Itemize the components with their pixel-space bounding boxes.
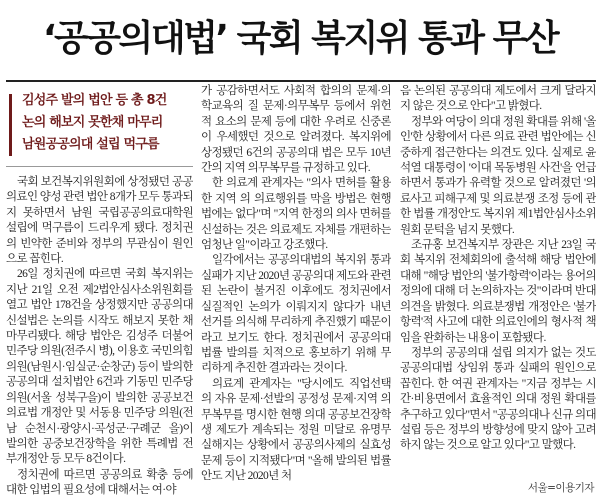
subheadline-deck	[6, 84, 193, 166]
article-paragraph: 26일 정치권에 따르면 국회 복지위는 지난 21일 오전 제2법안심사소위원회를 열고 법안 178건을 상정했지만 공공의대 신설법은 논의를 시작도 해보지 못한 채 마무리됐다. 해당 법안은 김성주 더불어민주당 의원(전주시 병), 이용호 국민의힘 의원(남원시·임실군·순창군) 등이 발의한 공공의대 설치법안 6건과 기동민 민주당 의원(서울 성북구을)이 발의한 공공보건의료법 개정안 및 서동용 민주당 의원(전남 순천시·광양시·곡성군·구례군 을)이 발의한 공중보건장학을 위한 특례법 전부개정안 등 모두 8건이다.	[6, 268, 193, 466]
headline-rule	[6, 80, 596, 82]
article-paragraph: 음 논의된 공공의대 제도에서 크게 달라지지 않은 것으로 안다"고 밝혔다.	[400, 85, 596, 113]
byline: 서울=이용기자	[522, 480, 594, 495]
column-3	[400, 84, 596, 499]
column-2	[201, 84, 391, 499]
article-paragraph: 정부와 여당이 의대 정원 확대를 위해 '올인'한 상황에서 다른 의료 관련 법안에는 신중하게 접근한다는 의견도 있다. 실제로 윤석열 대통령이 '이대 목동병원 사건'을 언급하면서 통과가 유력할 것으로 알려졌던 '의료사고 피해구제 및 의료분쟁 조정 등에 관한 법률 개정안'도 복지위 제1법안심사소위원회 문턱을 넘지 못했다.	[400, 115, 596, 236]
deck-line: 논의 해보지 못한채 마무리	[22, 115, 163, 130]
article-paragraph: 정치권에 따르면 공공의료 확충 등에 대한 입법의 필요성에 대해서는 여·야	[6, 468, 193, 497]
article-paragraph: 조규홍 보건복지부 장관은 지난 23일 국회 복지위 전체회의에 출석해 해당 법안에 대해 "해당 법안의 '불가항력'이라는 용어의 정의에 대해 더 논의하자는 것"이라며 반대의견을 밝혔다. 의료분쟁법 개정안은 '불가항력'적 사고에 대한 의료인에의 형사적 책임을 완화하는 내용이 포함됐다.	[400, 239, 596, 344]
article-paragraph: 의료계 관계자는 "당시에도 직업선택의 자유 문제·선발의 공정성 문제·지역 의무복무를 명시한 현행 의대 공공보건장학생 제도가 계속되는 정원 미달로 유명무실해지는 상황에서 공공의사제의 실효성 문제 등이 지적됐다"며 "올해 발의된 법률안도 지난 2020년 처	[201, 377, 391, 483]
article-paragraph: 한 의료계 관계자는 "의사 면허를 활용한 지역 의 의료행위를 막을 방법은 현행법에는 없다"며 "지역 한정의 의사 면허를 신설하는 것은 의료제도 자체를 개편하는 엄청난 일"이라고 강조했다.	[201, 177, 391, 252]
deck-rule	[6, 166, 193, 167]
column-1	[6, 84, 193, 499]
article-paragraph: 정부의 공공의대 설립 의지가 없는 것도 공공의대법 상임위 통과 실패의 원인으로 꼽힌다. 한 여권 관계자는 "지금 정부는 시간·비용면에서 효율적인 의대 정원 확대를 추구하고 있다"면서 "공공의대나 신규 의대 설립 등은 정부의 방향성에 맞지 않아 고려하지 않는 것으로 알고 있다"고 말했다.	[400, 346, 596, 452]
article-paragraph: 가 공감하면서도 사회적 합의의 문제·의학교육의 질 문제·의무복무 등에서 위헌적 요소의 문제 등에 대한 우려로 신중론이 우세했던 것으로 알려졌다. 복지위에 상정됐던 6건의 공공의대 법은 모두 10년간의 지역 의무복무를 규정하고 있다.	[201, 85, 391, 175]
headline: ‘공공의대법’ 국회 복지위 통과 무산	[42, 18, 558, 59]
deck-line: 남원공공의대 설립 먹구름	[22, 137, 159, 152]
deck-line: 김성주 발의 법안 등 총 8건	[22, 93, 167, 108]
article-paragraph: 국회 보건복지위원회에 상정됐던 공공의료인 양성 관련 법안 8개가 모두 통과되지 못하면서 남원 국립공공의료대학원 설립에 먹구름이 드리우게 됐다. 정치권의 빈약한 준비와 정부의 무관심이 원인으로 꼽힌다.	[6, 176, 193, 266]
article-paragraph: 일각에서는 공공의대법의 복지위 통과 실패가 지난 2020년 공공의대 제도와 관련된 논란이 불거진 이후에도 정치권에서 실질적인 논의가 이뤄지지 않다가 내년 선거를 의식해 무리하게 추진했기 때문이라고 보기도 한다. 정치권에서 공공의대 법률 발의를 치적으로 홍보하기 위해 무리하게 추진한 결과라는 것이다.	[201, 254, 391, 375]
